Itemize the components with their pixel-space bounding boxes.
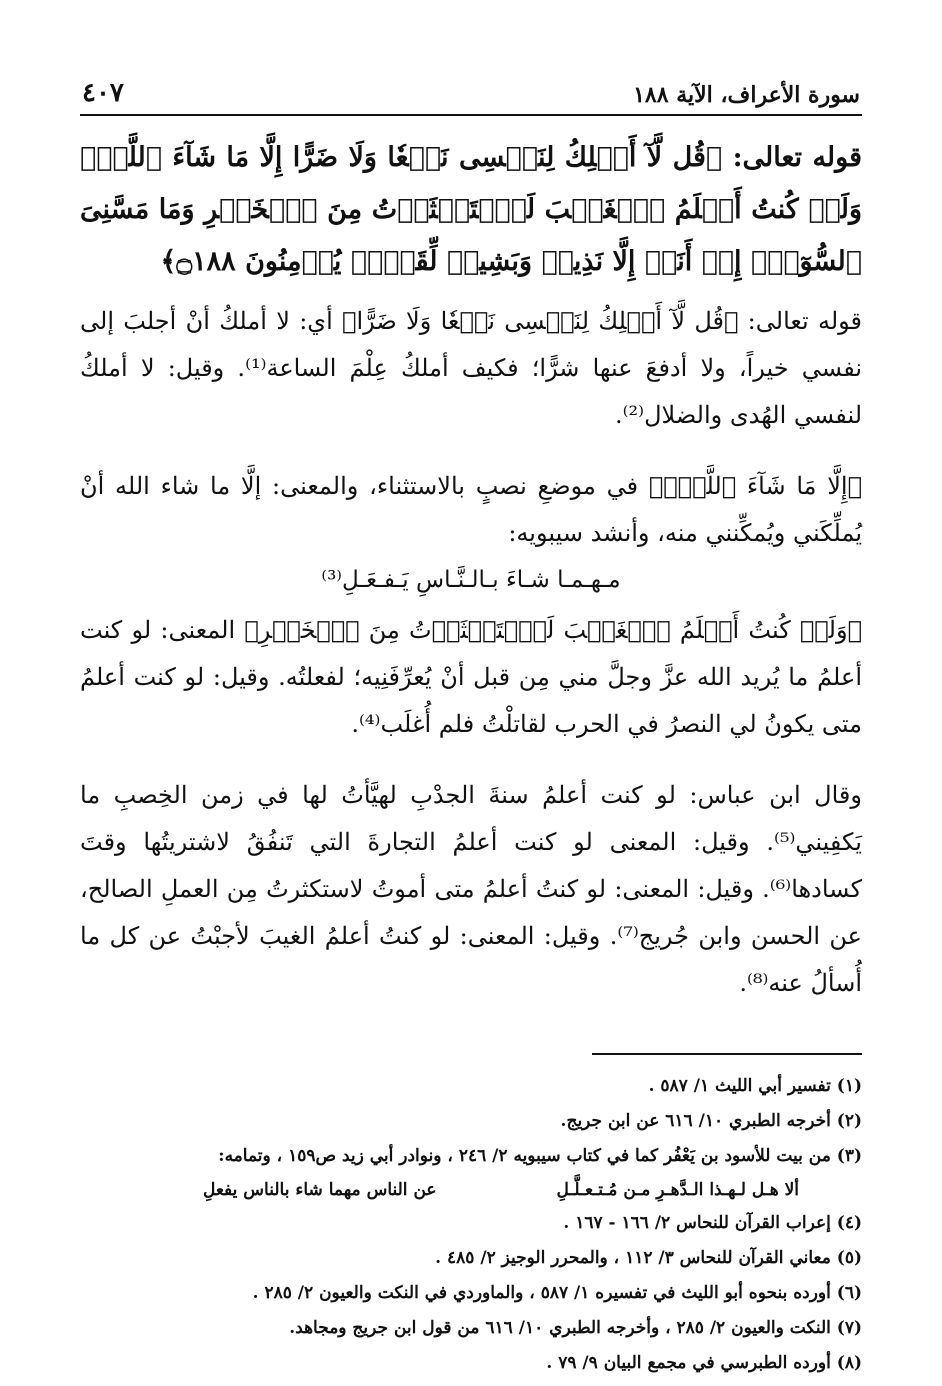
commentary-paragraph-1: قوله تعالى: ﴿قُل لَّآ أَمۡلِكُ لِنَفۡسِى نَفۡعٗا وَلَا ضَرًّا﴾ أي: لا أملكُ أنْ أجلبَ إلى نفسي خيراً، ولا أدفعَ عنها شرًّا؛ فكيف أملكُ عِلْمَ الساعة⁽¹⁾. وقيل: لا أملكُ لنفسي الهُدى والضلال⁽²⁾. bbox=[80, 307, 863, 429]
footnote-7: (٧) النكت والعيون ٢/ ٢٨٥ ، وأخرجه الطبري ١٠/ ٦١٦ من قول ابن جريج ومجاهد. bbox=[289, 1318, 862, 1338]
footnote-1: (١) تفسير أبي الليث ١/ ٥٨٧ . bbox=[648, 1076, 862, 1096]
footnote-2: (٢) أخرجه الطبري ١٠/ ٦١٦ عن ابن جريج. bbox=[560, 1111, 862, 1131]
footnote-poem-first-half: ألا هـل لـهـذا الـدَّهـرِ مـن مُـتـعـلَّـلِ bbox=[556, 1180, 800, 1200]
footnote-separator bbox=[592, 1053, 862, 1055]
footnote-4: (٤) إعراب القرآن للنحاس ٢/ ١٦٦ - ١٦٧ . bbox=[563, 1213, 862, 1233]
verse-text: ﴿قُل لَّآ أَمۡلِكُ لِنَفۡسِى نَفۡعٗا وَلَا ضَرًّا إِلَّا مَا شَآءَ ٱللَّهُۚ وَلَوۡ كُنتُ أَعۡلَمُ ٱلۡغَيۡبَ لَٱسۡتَكۡثَرۡتُ مِنَ ٱلۡخَيۡرِ وَمَا مَسَّنِىَ ٱلسُّوٓءُۚ إِنۡ أَنَا۠ إِلَّا نَذِيرٞ وَبَشِيرٞ لِّقَوۡمٖ يُؤۡمِنُونَ ۝١٨٨﴾ bbox=[80, 142, 862, 277]
footnote-5: (٥) معاني القرآن للنحاس ٣/ ١١٢ ، والمحرر الوجيز ٢/ ٤٨٥ . bbox=[435, 1248, 862, 1268]
footnote-poem bbox=[80, 1174, 862, 1206]
footnote-8: (٨) أورده الطبرسي في مجمع البيان ٩/ ٧٩ . bbox=[546, 1353, 862, 1373]
page-number: ٤٠٧ bbox=[82, 78, 124, 108]
running-header bbox=[80, 68, 862, 116]
footnote-separator-wrap bbox=[80, 1031, 862, 1069]
commentary-paragraph-4: وقال ابن عباس: لو كنت أعلمُ سنةَ الجدْبِ لهيَّأتُ لها في زمن الخِصبِ ما يَكفِيني⁽⁵⁾. وقيل: المعنى لو كنت أعلمُ التجارةَ التي تَنفُقُ لاشتريتُها وقتَ كسادها⁽⁶⁾. وقيل: المعنى: لو كنتُ أعلمُ متى أموتُ لاستكثرتُ مِن العملِ الصالح، عن الحسن وابن جُريج⁽⁷⁾. وقيل: المعنى: لو كنتُ أعلمُ الغيبَ لأجبْتُ عن كل ما أُسألُ عنه⁽⁸⁾. bbox=[80, 781, 862, 997]
surah-title: سورة الأعراف، الآية ١٨٨ bbox=[633, 82, 860, 108]
footnote-poem-second-half: عن الناس مهما شاء بالناس يفعلِ bbox=[202, 1180, 437, 1200]
poem-line: مـهـمـا شـاءَ بـالـنَّـاسِ يَـفـعَـلِ⁽³⁾ bbox=[321, 567, 621, 593]
footnotes bbox=[80, 1069, 862, 1381]
verse-block bbox=[80, 132, 862, 288]
verse-label: قوله تعالى: bbox=[732, 142, 863, 173]
commentary-paragraph-2: ﴿إِلَّا مَا شَآءَ ٱللَّهُۚ﴾ في موضعِ نصبٍ بالاستثناء، والمعنى: إلَّا ما شاء الله أنْ يُملِّكَني ويُمكِّنني منه، وأنشد سيبويه: bbox=[80, 472, 862, 547]
commentary-paragraph-3: ﴿وَلَوۡ كُنتُ أَعۡلَمُ ٱلۡغَيۡبَ لَٱسۡتَكۡثَرۡتُ مِنَ ٱلۡخَيۡرِ﴾ المعنى: لو كنت أعلمُ ما يُريد الله عزَّ وجلَّ مني مِن قبل أنْ يُعرِّفَنِيه؛ لفعلتُه. وقيل: لو كنت أعلمُ متى يكونُ لي النصرُ في الحرب لقاتلْتُ فلم أُغلَب⁽⁴⁾. bbox=[80, 616, 862, 738]
footnote-6: (٦) أورده بنحوه أبو الليث في تفسيره ١/ ٥٨٧ ، والماوردي في النكت والعيون ٢/ ٢٨٥ . bbox=[252, 1283, 862, 1303]
footnote-3: (٣) من بيت للأسود بن يَعْفُر كما في كتاب سيبويه ٢/ ٢٤٦ ، ونوادر أبي زيد ص١٥٩ ، وتمامه: bbox=[218, 1146, 862, 1166]
